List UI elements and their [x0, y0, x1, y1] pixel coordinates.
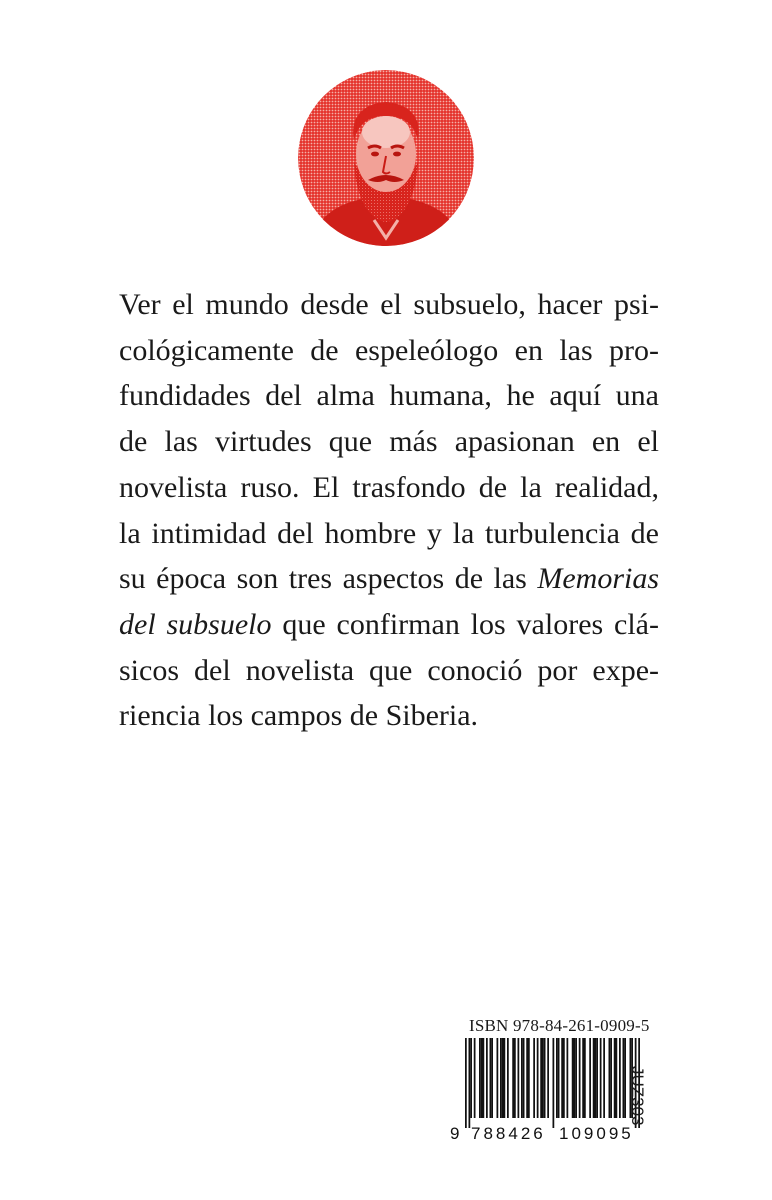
blurb-line: Ver el mundo desde el subsuelo, hacer psi-: [119, 288, 659, 321]
barcode-bar: [514, 1038, 516, 1118]
blurb-line: fundidades del alma humana, he aquí una: [119, 379, 659, 413]
barcode-bar: [593, 1038, 595, 1118]
barcode-bar: [537, 1038, 539, 1118]
barcode-bar: [603, 1038, 605, 1118]
barcode-bar: [470, 1038, 472, 1118]
barcode-bar: [526, 1038, 528, 1118]
barcode-bar: [528, 1038, 530, 1118]
book-title-italic: Memorias: [537, 562, 659, 596]
barcode-bar: [610, 1038, 612, 1118]
barcode-bar: [521, 1038, 523, 1118]
barcode-bar: [575, 1038, 577, 1118]
barcode-bar: [500, 1038, 502, 1118]
barcode-bar: [504, 1038, 506, 1118]
blurb-line: riencia los campos de Siberia.: [119, 699, 479, 733]
barcode-bar: [616, 1038, 618, 1118]
blurb-line: cológicamente de espeleólogo en las pro-: [119, 333, 659, 367]
publisher-code: JUZ303: [628, 1066, 647, 1126]
isbn-barcode-block: [449, 1016, 679, 1141]
blurb-line: la intimidad del hombre y la turbulencia de: [119, 516, 659, 550]
barcode-bar: [474, 1038, 476, 1118]
barcode-bar: [540, 1038, 542, 1118]
barcode-bar: [491, 1038, 493, 1118]
barcode-digits-right: 109095: [559, 1124, 634, 1142]
barcode-bars: [465, 1038, 640, 1128]
barcode-bar: [574, 1038, 576, 1118]
barcode-bar: [584, 1038, 586, 1118]
barcode-bar: [563, 1038, 565, 1118]
barcode-bar: [589, 1038, 591, 1118]
barcode-bar: [544, 1038, 546, 1118]
barcode-bar: [579, 1038, 581, 1118]
barcode-bar: [465, 1038, 467, 1128]
barcode-bar: [518, 1038, 520, 1118]
barcode-bar: [614, 1038, 616, 1118]
barcode-bar: [547, 1038, 549, 1118]
blurb-line: [119, 556, 659, 602]
barcode-bar: [556, 1038, 558, 1118]
barcode-bar: [542, 1038, 544, 1118]
barcode-bar: [558, 1038, 560, 1118]
barcode-bar: [497, 1038, 499, 1118]
back-cover-blurb: [119, 282, 659, 739]
blurb-text: su época son tres aspectos de las: [119, 562, 538, 596]
barcode-bar: [483, 1038, 485, 1118]
barcode-bar: [502, 1038, 504, 1118]
barcode-bar: [490, 1038, 492, 1118]
barcode-bar: [619, 1038, 621, 1118]
barcode-first-digit: 9: [450, 1124, 460, 1142]
barcode-bar: [512, 1038, 514, 1118]
isbn-label: ISBN 978-84-261-0909-5: [469, 1016, 650, 1035]
barcode-icon: [449, 1038, 649, 1142]
blurb-line: [119, 602, 659, 648]
barcode-bar: [533, 1038, 535, 1118]
book-title-italic: del subsuelo: [119, 607, 272, 641]
barcode-bar: [609, 1038, 611, 1118]
barcode-bar: [600, 1038, 602, 1118]
barcode-bar: [507, 1038, 509, 1118]
barcode-bar: [596, 1038, 598, 1118]
blurb-text: que confirman los valores clá-: [271, 607, 659, 641]
barcode-bar: [469, 1038, 471, 1128]
barcode-digits-left: 788426: [471, 1124, 546, 1142]
barcode-bar: [595, 1038, 597, 1118]
barcode-bar: [479, 1038, 481, 1118]
blurb-line: sicos del novelista que conoció por expe-: [119, 653, 659, 687]
blurb-line: de las virtudes que más apasionan en el: [119, 425, 659, 459]
barcode-bar: [553, 1038, 555, 1128]
barcode-bar: [486, 1038, 488, 1118]
author-portrait-icon: [298, 70, 474, 246]
barcode-bar: [582, 1038, 584, 1118]
barcode-bar: [523, 1038, 525, 1118]
blurb-line: novelista ruso. El trasfondo de la realidad,: [119, 470, 659, 504]
barcode-bar: [561, 1038, 563, 1118]
barcode-bar: [572, 1038, 574, 1118]
barcode-bar: [567, 1038, 569, 1118]
author-portrait: [298, 70, 474, 246]
barcode-bar: [481, 1038, 483, 1118]
